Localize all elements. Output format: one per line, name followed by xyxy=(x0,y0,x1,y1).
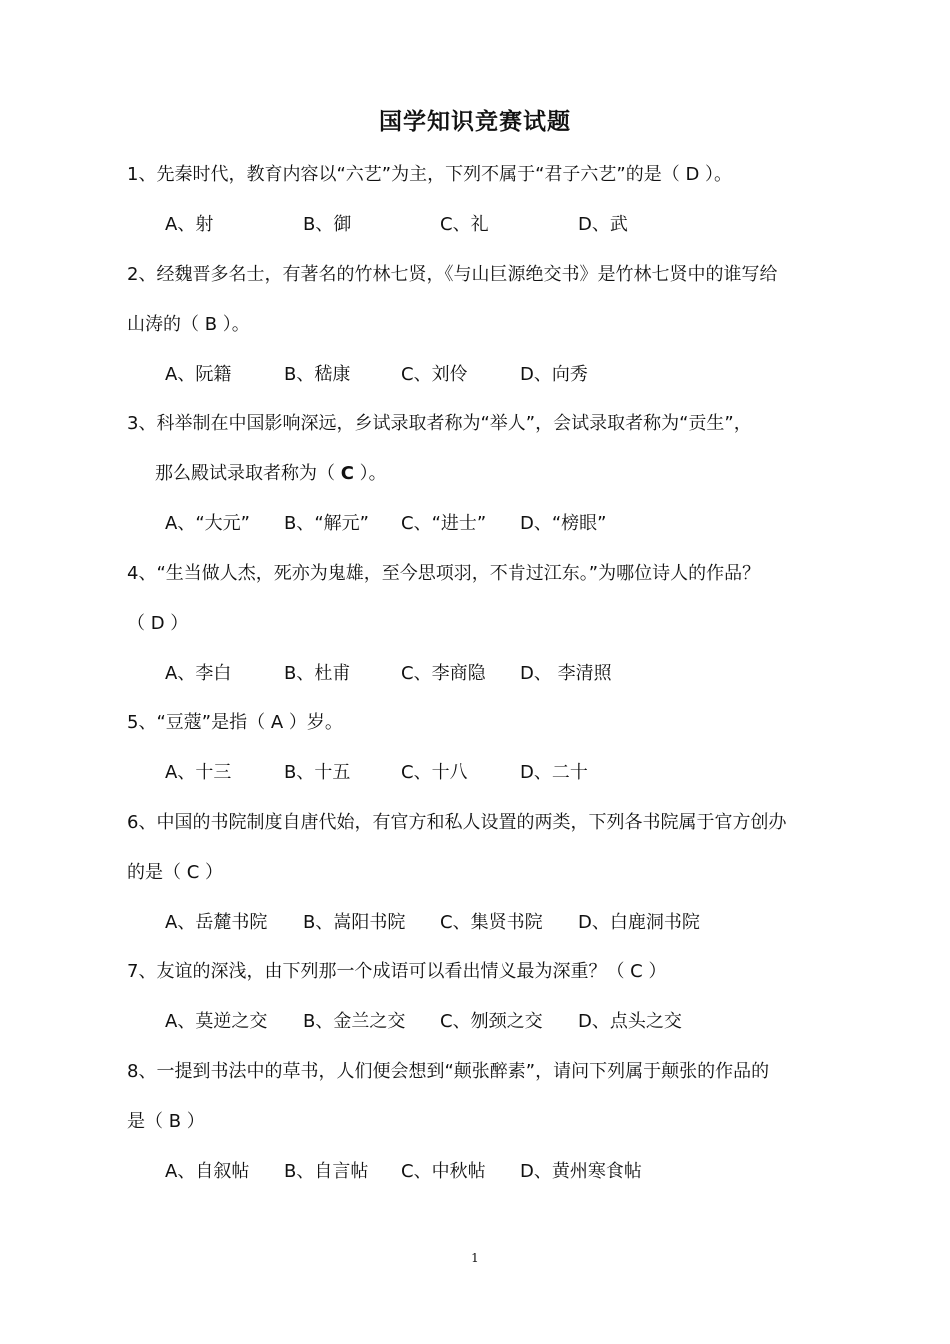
option-d: D、点头之交 xyxy=(578,1011,682,1032)
option-b: B、自言帖 xyxy=(284,1161,369,1182)
option-d: D、黄州寒食帖 xyxy=(520,1161,642,1182)
question-6-text-cont: 的是（ C ） xyxy=(127,862,224,883)
question-3-text: 3、科举制在中国影响深远，乡试录取者称为“举人”，会试录取者称为“贡生”， xyxy=(127,413,752,434)
question-4-text-cont: （ D ） xyxy=(127,613,189,634)
question-2-text-cont: 山涛的（ B ）。 xyxy=(127,314,250,335)
option-a: A、自叙帖 xyxy=(165,1161,250,1182)
question-1-text: 1、先秦时代，教育内容以“六艺”为主，下列不属于“君子六艺”的是（ D ）。 xyxy=(127,164,733,185)
option-b: B、十五 xyxy=(284,762,351,783)
question-3-text-cont xyxy=(155,462,387,486)
option-b: B、嵇康 xyxy=(284,364,351,385)
option-a: A、岳麓书院 xyxy=(165,912,268,933)
option-c: C、集贤书院 xyxy=(440,912,543,933)
option-d: D、白鹿洞书院 xyxy=(578,912,700,933)
option-b: B、嵩阳书院 xyxy=(303,912,406,933)
option-a: A、十三 xyxy=(165,762,232,783)
option-d: D、二十 xyxy=(520,762,588,783)
option-b: B、御 xyxy=(303,214,352,235)
question-7-text: 7、友谊的深浅，由下列那一个成语可以看出情义最为深重？（ C ） xyxy=(127,961,667,982)
option-c: C、“进士” xyxy=(401,513,487,534)
option-c: C、刎颈之交 xyxy=(440,1011,543,1032)
option-a: A、莫逆之交 xyxy=(165,1011,268,1032)
question-3-answer: C xyxy=(340,463,354,484)
page-number: 1 xyxy=(471,1251,479,1265)
option-d: D、向秀 xyxy=(520,364,588,385)
option-b: B、金兰之交 xyxy=(303,1011,406,1032)
question-3-suffix: ）。 xyxy=(353,463,387,484)
question-4-text: 4、“生当做人杰，死亦为鬼雄，至今思项羽，不肯过江东。”为哪位诗人的作品？ xyxy=(127,563,761,584)
question-8-text-cont: 是（ B ） xyxy=(127,1111,205,1132)
option-b: B、“解元” xyxy=(284,513,369,534)
option-c: C、礼 xyxy=(440,214,489,235)
option-a: A、阮籍 xyxy=(165,364,232,385)
option-c: C、刘伶 xyxy=(401,364,468,385)
option-a: A、射 xyxy=(165,214,214,235)
question-6-text: 6、中国的书院制度自唐代始，有官方和私人设置的两类，下列各书院属于官方创办 xyxy=(127,812,787,833)
option-b: B、杜甫 xyxy=(284,663,351,684)
option-d: D、 李清照 xyxy=(520,663,612,684)
option-d: D、“榜眼” xyxy=(520,513,607,534)
option-c: C、中秋帖 xyxy=(401,1161,486,1182)
question-3-prefix: 那么殿试录取者称为（ xyxy=(155,463,341,484)
option-d: D、武 xyxy=(578,214,628,235)
option-c: C、李商隐 xyxy=(401,663,486,684)
page-title: 国学知识竞赛试题 xyxy=(379,109,571,135)
question-8-text: 8、一提到书法中的草书，人们便会想到“颠张醉素”，请问下列属于颠张的作品的 xyxy=(127,1061,770,1082)
option-c: C、十八 xyxy=(401,762,468,783)
option-a: A、李白 xyxy=(165,663,232,684)
question-5-text: 5、“豆蔻”是指（ A ）岁。 xyxy=(127,712,343,733)
question-2-text: 2、经魏晋多名士，有著名的竹林七贤，《与山巨源绝交书》是竹林七贤中的谁写给 xyxy=(127,264,778,285)
option-a: A、“大元” xyxy=(165,513,250,534)
